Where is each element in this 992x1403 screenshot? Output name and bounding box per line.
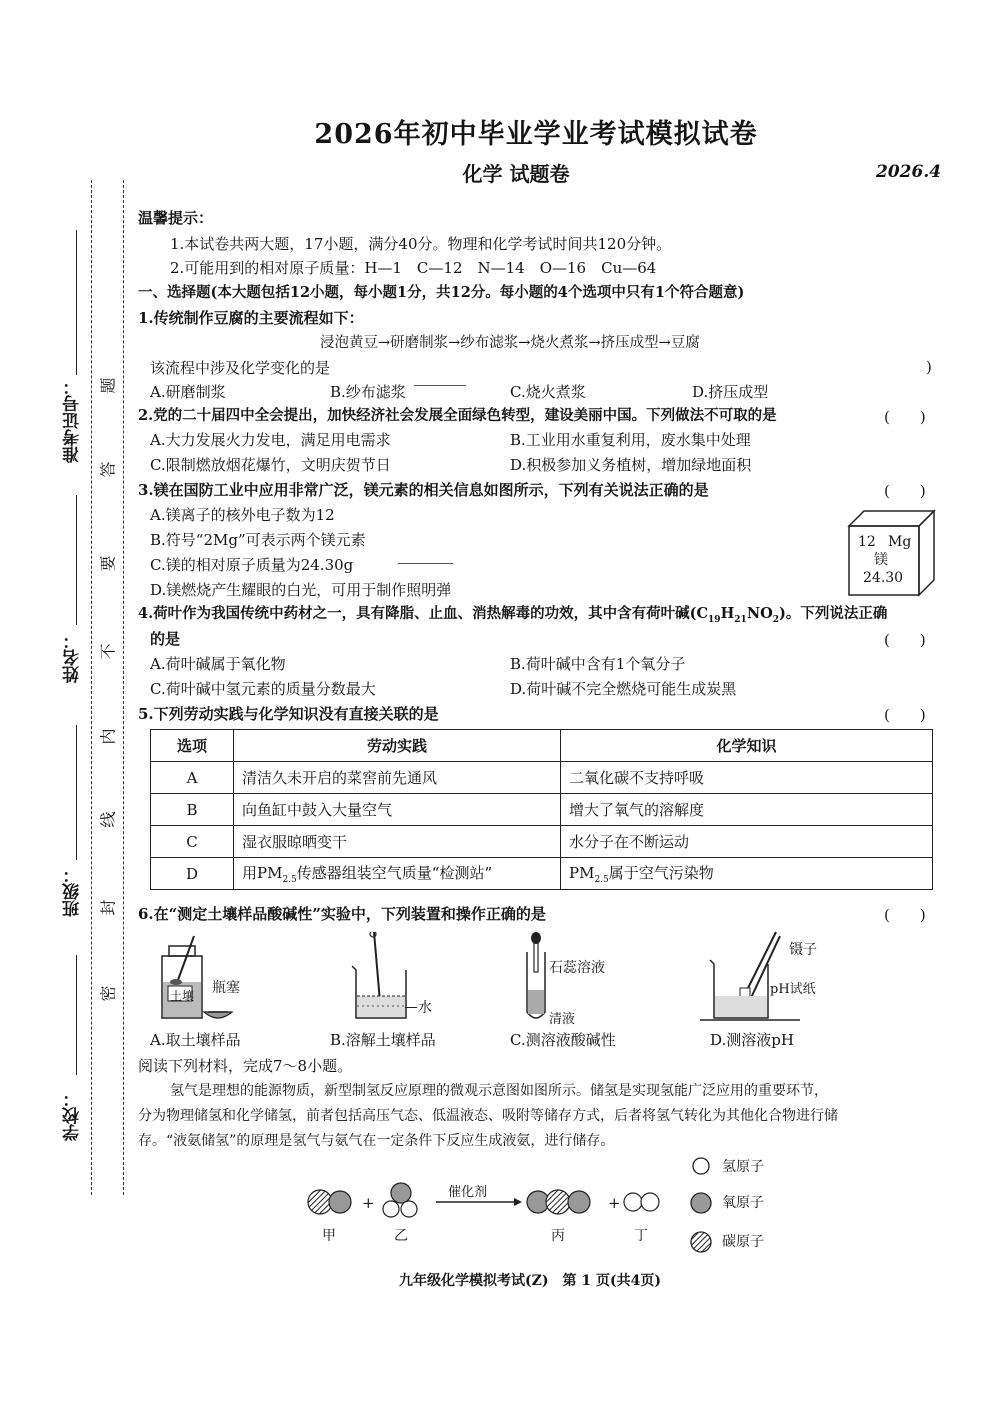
plus-sign: +	[362, 1194, 375, 1212]
table-row	[151, 858, 933, 890]
carbon-atom	[546, 1190, 570, 1214]
legend-label: 氢原子	[722, 1159, 764, 1175]
class-label: 班级：	[63, 866, 83, 917]
seal-char: 答	[98, 461, 118, 478]
reading-line: 存。“液氨储氢”的原理是氢气与氨气在一定条件下反应生成液氨，进行储存。	[138, 1133, 615, 1149]
litmus-label: 石蕊溶液	[549, 960, 605, 976]
atomic-mass: 24.30	[863, 570, 904, 586]
seal-char: 封	[98, 899, 118, 916]
option-b: B.工业用水重复利用，废水集中处理	[510, 431, 751, 449]
exam-number-label: 准考证号：	[63, 378, 83, 463]
option-a: A.取土壤样品	[150, 1031, 241, 1049]
option-d: D.测溶液pH	[710, 1031, 794, 1049]
question-stem: 1.传统制作豆腐的主要流程如下：	[138, 309, 364, 327]
option-a: A.大力发展火力发电，满足用电需求	[150, 431, 391, 449]
hydrogen-atom	[401, 1201, 417, 1217]
reading-line: 氢气是理想的能源物质，新型制氢反应原理的微观示意图如图所示。储氢是实现氢能广泛应用的重要环节，	[170, 1083, 828, 1099]
answer-paren: ( )	[884, 706, 926, 724]
header-cell: 化学知识	[561, 730, 933, 762]
oxygen-atom	[391, 1183, 411, 1203]
option-d: D.挤压成型	[692, 383, 769, 401]
legend-label: 氧原子	[722, 1195, 764, 1211]
reading-line: 分为物理储氢和化学储氢，前者包括高压气态、低温液态、吸附等储存方式，后者将氢气转化为其他化合物进行储	[138, 1108, 838, 1124]
question-stem: 5.下列劳动实践与化学知识没有直接关联的是	[138, 705, 439, 723]
knowledge-cell: 二氧化碳不支持呼吸	[561, 762, 933, 794]
option-c: C.镁的相对原子质量为24.30g	[150, 556, 354, 574]
option-d: D.积极参加义务植树，增加绿地面积	[510, 456, 752, 474]
carbon-atom	[308, 1190, 332, 1214]
molecule-name: 甲	[322, 1228, 336, 1244]
knowledge-cell: 增大了氧气的溶解度	[561, 794, 933, 826]
tips-heading: 温馨提示：	[138, 209, 214, 227]
school-line	[76, 955, 77, 1075]
question-stem: 3.镁在国防工业中应用非常广泛，镁元素的相关信息如图所示，下列有关说法正确的是	[138, 481, 709, 499]
option-d: D.荷叶碱不完全燃烧可能生成炭黑	[510, 680, 737, 698]
option-cell: B	[151, 794, 234, 826]
question-stem: 4.荷叶作为我国传统中药材之一，具有降脂、止血、消热解毒的功效，其中含有荷叶碱$(C_{19}H_{21}NO_2)$。下列说法正确	[138, 605, 888, 625]
option-cell: C	[151, 826, 234, 858]
hydrogen-legend-icon	[690, 1155, 712, 1177]
molecule-name: 丙	[551, 1228, 565, 1244]
seal-char: 内	[98, 728, 118, 745]
answer-paren: ( )	[884, 631, 926, 649]
margin-dash-line-outer	[91, 180, 92, 1195]
seal-char: 密	[98, 985, 118, 1002]
ph-paper-label: pH试纸	[770, 982, 816, 997]
molecule-name: 丁	[634, 1228, 648, 1244]
option-cell: A	[151, 762, 234, 794]
oxygen-atom	[568, 1191, 590, 1213]
knowledge-cell: 水分子在不断运动	[561, 826, 933, 858]
table-row	[151, 762, 933, 794]
molecule-name: 乙	[394, 1228, 408, 1244]
oxygen-legend-icon	[689, 1191, 713, 1215]
option-c: C.限制燃放烟花爆竹，文明庆贺节日	[150, 456, 391, 474]
oxygen-atom	[329, 1191, 351, 1213]
question-stem: 6.在“测定土壤样品酸碱性”实验中，下列装置和操作正确的是	[138, 905, 546, 923]
option-a: A.研磨制浆	[150, 383, 226, 401]
seal-char: 不	[98, 643, 118, 660]
question-stem: 2.党的二十届四中全会提出，加快经济社会发展全面绿色转型，建设美丽中国。下列做法不可取的是	[138, 407, 777, 424]
answer-paren: ( )	[884, 408, 926, 426]
option-a: A.荷叶碱属于氧化物	[150, 655, 286, 673]
practice-cell: 清洁久未开启的菜窖前先通风	[234, 762, 561, 794]
exam-date: 2026.4	[876, 162, 942, 182]
option-c: C.荷叶碱中氢元素的质量分数最大	[150, 680, 376, 698]
legend-label: 碳原子	[722, 1234, 764, 1250]
hydrogen-atom	[624, 1193, 642, 1211]
question-stem-cont: 的是	[150, 630, 181, 648]
water-label: 水	[418, 1000, 432, 1016]
name-label: 姓名：	[63, 632, 83, 683]
question-ask: 该流程中涉及化学变化的是	[150, 359, 331, 377]
practice-cell: 用$PM_{2.5}$传感器组装空气质量“检测站”	[234, 858, 561, 890]
soil-label: 土壤	[170, 989, 195, 1003]
stopper-label: 瓶塞	[212, 980, 240, 996]
ph-test-illustration	[700, 930, 800, 1022]
answer-paren: ( )	[884, 482, 926, 500]
page-footer: 九年级化学模拟考试(Z) 第 1 页(共4页)	[399, 1273, 661, 1289]
name-line	[76, 495, 77, 625]
process-flow: 浸泡黄豆→研磨制浆→纱布滤浆→烧火煮浆→挤压成型→豆腐	[320, 335, 700, 351]
exam-number-line	[76, 230, 77, 375]
header-cell: 劳动实践	[234, 730, 561, 762]
table-row	[151, 826, 933, 858]
reading-intro: 阅读下列材料，完成7～8小题。	[138, 1057, 353, 1075]
practice-cell: 湿衣服晾晒变干	[234, 826, 561, 858]
water-leader-line	[405, 1007, 417, 1008]
catalyst-label: 催化剂	[448, 1185, 488, 1200]
carbon-legend-icon	[689, 1230, 713, 1254]
filtrate-label: 清液	[549, 1012, 576, 1027]
option-b: B.荷叶碱中含有1个氧分子	[510, 655, 686, 673]
answer-paren: )	[926, 358, 932, 376]
practice-knowledge-table	[150, 729, 933, 890]
element-name: 镁	[874, 552, 888, 568]
knowledge-cell: $PM_{2.5}$属于空气污染物	[561, 858, 933, 890]
tip-item: 1.本试卷共两大题，17小题，满分40分。物理和化学考试时间共120分钟。	[170, 235, 672, 253]
dissolving-illustration	[348, 932, 418, 1024]
option-b: B.纱布滤浆	[330, 383, 406, 401]
seal-char: 题	[98, 377, 118, 394]
hydrogen-atom	[383, 1201, 399, 1217]
table-header-row	[151, 730, 933, 762]
class-line	[76, 725, 77, 860]
header-cell: 选项	[151, 730, 234, 762]
option-c: C.测溶液酸碱性	[510, 1031, 616, 1049]
stray-mark	[398, 563, 453, 564]
tweezers-label: 镊子	[789, 942, 817, 958]
school-label: 学校：	[63, 1090, 83, 1141]
tip-item: 2.可能用到的相对原子质量：H—1 C—12 N—14 O—16 Cu—64	[170, 259, 657, 277]
practice-cell: 向鱼缸中鼓入大量空气	[234, 794, 561, 826]
stray-mark	[414, 385, 466, 386]
section-heading: 一、选择题(本大题包括12小题，每小题1分，共12分。每小题的4个选项中只有1个符合题意)	[138, 284, 745, 301]
hydrogen-atom	[641, 1193, 659, 1211]
answer-paren: ( )	[884, 906, 926, 924]
option-b: B.符号“2Mg”可表示两个镁元素	[150, 531, 366, 549]
option-a: A.镁离子的核外电子数为12	[150, 506, 335, 524]
element-symbol: Mg	[888, 534, 912, 550]
seal-char: 线	[98, 811, 118, 828]
option-d: D.镁燃烧产生耀眼的白光，可用于制作照明弹	[150, 581, 452, 599]
plus-sign: +	[608, 1194, 621, 1212]
acidity-test-illustration	[516, 932, 552, 1022]
margin-dash-line-inner	[123, 180, 124, 1195]
seal-char: 要	[98, 555, 118, 572]
page-title: 2026年初中毕业学业考试模拟试卷	[314, 119, 758, 150]
atomic-number: 12	[858, 534, 876, 550]
page-subtitle: 化学 试题卷	[462, 162, 570, 186]
option-cell: D	[151, 858, 234, 890]
option-b: B.溶解土壤样品	[330, 1031, 436, 1049]
table-row	[151, 794, 933, 826]
option-c: C.烧火煮浆	[510, 383, 586, 401]
